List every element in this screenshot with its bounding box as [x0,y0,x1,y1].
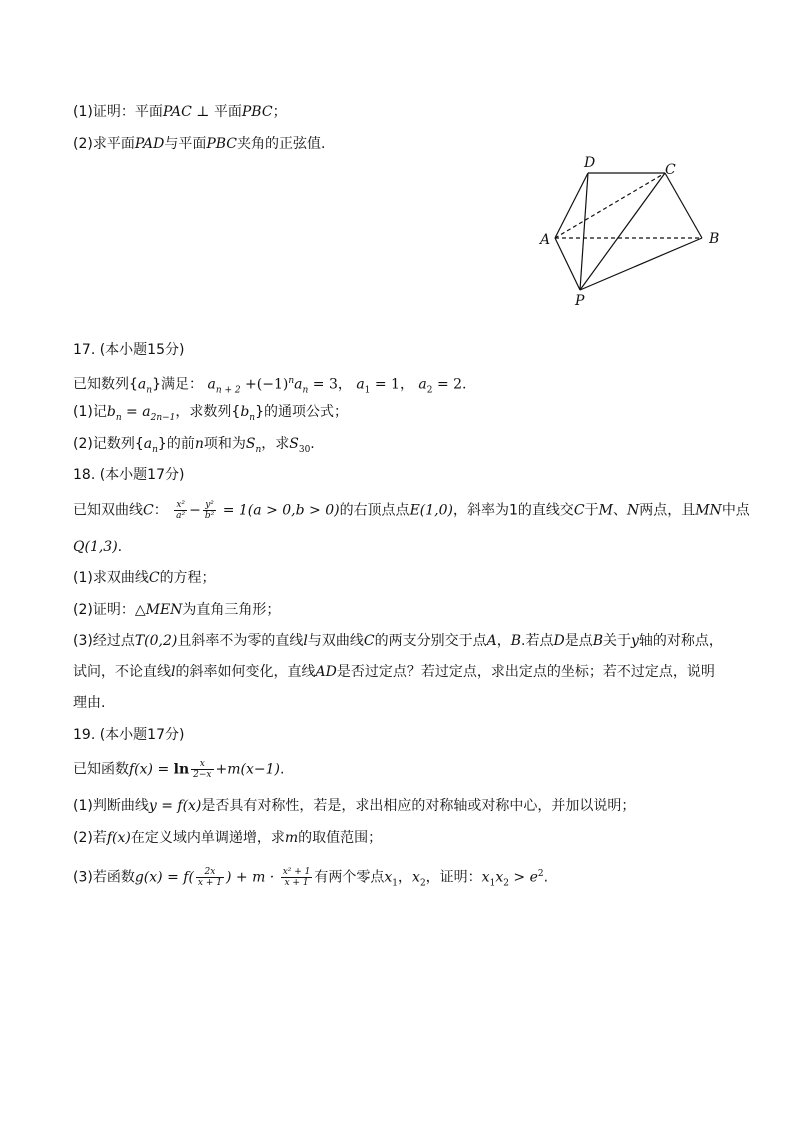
q19-header: 19. (本小题17分) [73,727,185,743]
q17-part2: (2)记数列$\{a_n\}$的前n项和为$S_n$，求$S_{30}$. [73,436,315,455]
q18-given: 已知双曲线C： $\frac{\text{x²}}{\text{a²}}$ − $\frac{\text{y²}}{\text{b²}}$ = 1(a > 0,b > 0)的右顶点点E(1,0)，斜率为1的直线交C于M、N两点，且MN中点 [73,500,750,521]
q19-part3: (3)若函数g(x) = f( $\frac{2x}{x + 1}$ ) + m · $\frac{\text{x² + 1}}{x + 1}$ 有两个零点$x_1$，$x_2$，证明：$x_1x_2 > e^2$. [73,867,549,889]
edge-cb [665,173,702,238]
q16-part1: (1)证明：平面PAC ⊥ 平面PBC； [73,104,287,120]
q17-given: 已知数列$\{a_n\}$满足： $a_{n + 2} +(-1)^na_n = 3$， $a_1 = 1$， $a_2 = 2$. [73,376,467,396]
q18-given-cont: Q(1,3). [73,539,123,555]
q18-part3-line3: 理由. [73,695,106,711]
q19-part1: (1)判断曲线y = f(x)是否具有对称性，若是，求出相应的对称轴或对称中心，并加以说明； [73,798,636,814]
q17-header: 17. (本小题15分) [73,342,185,358]
q16-part2: (2)求平面PAD与平面PBC夹角的正弦值. [73,136,326,152]
fraction-2x-xp1: $\frac{2x}{x + 1}$ [197,867,222,889]
edge-dp [580,173,588,290]
q18-header: 18. (本小题17分) [73,467,185,483]
label-b: B [709,231,720,247]
q18-part3: (3)经过点T(0,2)且斜率不为零的直线l与双曲线C的两支分别交于点A，B.若点D是点B关于y轴的对称点， [73,633,723,649]
fraction-x2-a2: $\frac{\text{x²}}{\text{a²}}$ [176,500,186,521]
fraction-x-2mx: $\frac{x}{2-x}$ [193,759,212,780]
q18-part2: (2)证明：△MEN为直角三角形； [73,602,281,618]
q18-part1: (1)求双曲线C的方程； [73,570,216,586]
fraction-x2p1-xp1: $\frac{\text{x² + 1}}{x + 1}$ [282,867,311,889]
pyramid-figure [530,150,730,310]
q19-given: 已知函数f(x) = ln $\frac{x}{2-x}$ +m(x−1). [73,759,285,780]
q19-part2: (2)若f(x)在定义域内单调递增，求m的取值范围； [73,830,383,846]
edge-ap [555,238,580,290]
fraction-y2-b2: $\frac{\text{y²}}{\text{b²}}$ [204,500,215,521]
label-a: A [540,232,551,248]
label-p: P [575,293,585,309]
q17-part1: (1)记$b_n = a_{2n-1}$，求数列$\{b_n\}$的通项公式； [73,404,349,423]
label-d: D [584,155,596,171]
q18-part3-line2: 试问，不论直线l的斜率如何变化，直线AD是否过定点？若过定点，求出定点的坐标；若不过定点，说明 [73,664,715,680]
label-c: C [665,162,676,178]
edge-ad [555,173,588,238]
